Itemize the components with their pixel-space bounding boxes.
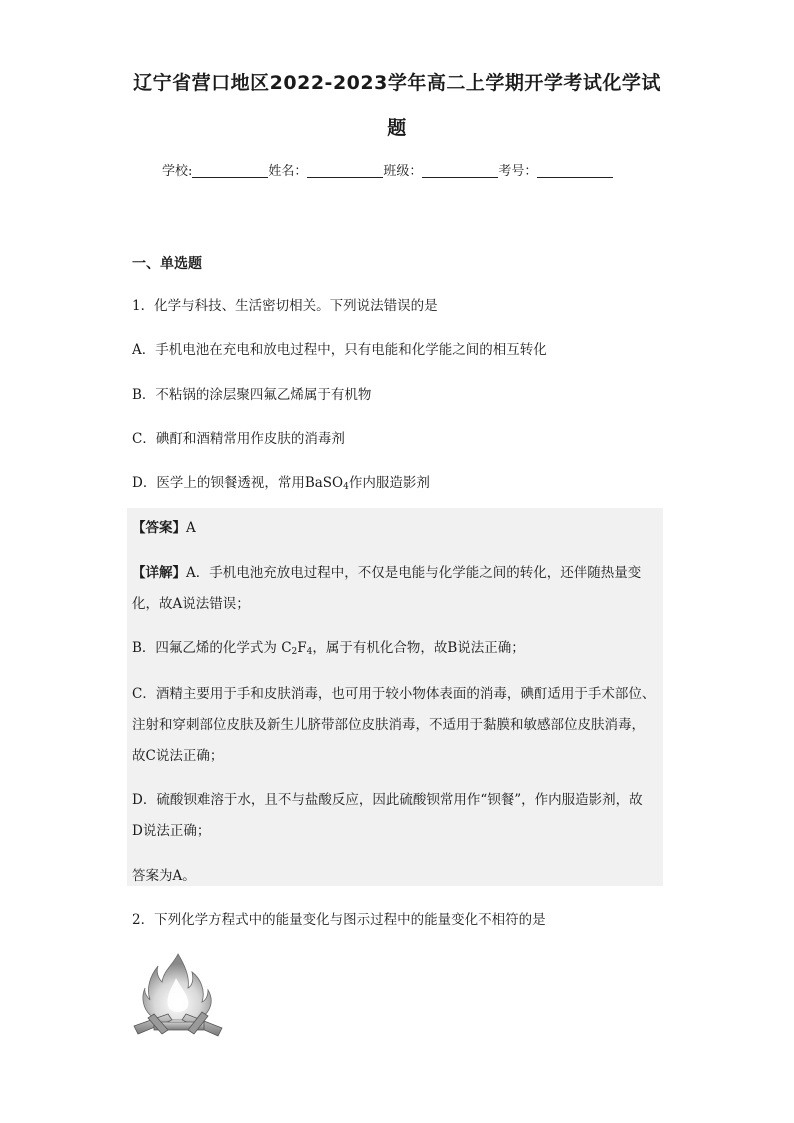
- q1-detail-a-line2: 化，故A说法错误；: [132, 596, 250, 612]
- q1-option-a: A．手机电池在充电和放电过程中，只有电能和化学能之间的相互转化: [132, 342, 547, 358]
- q1-final-answer: 答案为A。: [132, 868, 196, 884]
- campfire-icon: [128, 948, 228, 1040]
- name-label: 姓名：: [268, 164, 308, 179]
- q1-detail-c-line2: 注射和穿刺部位皮肤及新生儿脐带部位皮肤消毒，不适用于黏膜和敏感部位皮肤消毒，: [132, 717, 645, 733]
- q1-detail-c-line1: C．酒精主要用于手和皮肤消毒，也可用于较小物体表面的消毒，碘酊适用于手术部位、: [132, 686, 656, 702]
- q1-option-d: D．医学上的钡餐透视，常用BaSO$_4$作内服造影剂: [132, 475, 430, 492]
- exam-no-blank[interactable]: [537, 163, 613, 178]
- exam-title-line1: 辽宁省营口地区2022-2023学年高二上学期开学考试化学试: [133, 72, 661, 94]
- name-blank[interactable]: [307, 163, 383, 178]
- exam-title-line2: 题: [387, 117, 407, 139]
- q1-option-c: C．碘酊和酒精常用作皮肤的消毒剂: [132, 431, 345, 447]
- q1-detail-d-line2: D说法正确；: [132, 823, 211, 839]
- q1-detail-b: B．四氟乙烯的化学式为 $C_2F_4$，属于有机化合物，故B说法正确；: [132, 640, 525, 657]
- q1-answer: 【答案】A: [132, 520, 196, 536]
- q1-detail-d-line1: D．硫酸钡难溶于水，且不与盐酸反应，因此硫酸钡常用作“钡餐”，作内服造影剂，故: [132, 792, 643, 808]
- section-heading: 一、单选题: [132, 256, 202, 272]
- exam-no-label: 考号：: [498, 164, 538, 179]
- q2-stem: 2．下列化学方程式中的能量变化与图示过程中的能量变化不相符的是: [132, 912, 546, 928]
- class-blank[interactable]: [422, 163, 498, 178]
- q1-option-b: B．不粘锅的涂层聚四氟乙烯属于有机物: [132, 387, 372, 403]
- class-label: 班级：: [383, 164, 423, 179]
- student-info-line: [162, 160, 613, 179]
- q1-detail-c-line3: 故C说法正确；: [132, 748, 224, 764]
- q1-detail-a-line1: 【详解】A．手机电池充放电过程中，不仅是电能与化学能之间的转化，还伴随热量变: [132, 565, 642, 581]
- q1-stem: 1．化学与科技、生活密切相关。下列说法错误的是: [132, 298, 438, 314]
- school-blank[interactable]: [192, 163, 268, 178]
- school-label: 学校:: [162, 164, 193, 179]
